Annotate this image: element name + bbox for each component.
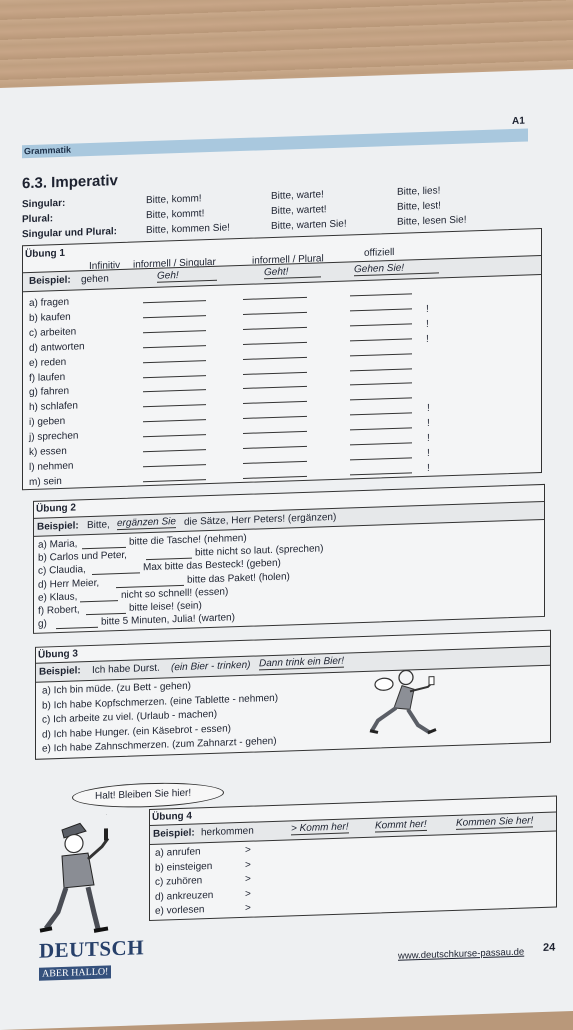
answer-blank[interactable] <box>143 449 206 452</box>
answer-arrow: > <box>245 888 251 900</box>
answer-blank[interactable] <box>143 404 206 407</box>
answer-blank[interactable] <box>143 464 206 467</box>
example-answer-1: > Komm her! <box>291 821 349 835</box>
forms-cell: Bitte, warte! <box>271 189 324 203</box>
answer-blank[interactable] <box>350 413 412 416</box>
answer-blank[interactable] <box>350 472 412 475</box>
sentence-end: bitte die Tasche! (nehmen) <box>129 532 247 548</box>
exclamation-mark: ! <box>426 303 429 315</box>
exercise-4-title: Übung 4 <box>152 810 192 823</box>
exclamation-mark: ! <box>427 417 430 429</box>
forms-cell: Bitte, lest! <box>397 200 441 213</box>
exercise-3-title: Übung 3 <box>38 648 78 661</box>
verb-item: m) sein <box>29 475 62 488</box>
verb-item: a) fragen <box>29 296 70 310</box>
verb-item: d) ankreuzen <box>155 889 214 903</box>
level-label: A1 <box>512 115 525 128</box>
example-post: die Sätze, Herr Peters! (ergänzen) <box>184 511 337 528</box>
verb-item: l) nehmen <box>29 460 74 473</box>
sentence-start: e) Klaus, <box>38 591 78 604</box>
answer-blank[interactable] <box>92 573 140 576</box>
verb-item: f) laufen <box>29 371 66 384</box>
answer-blank[interactable] <box>350 398 412 401</box>
logo-subtext: ABER HALLO! <box>39 965 111 980</box>
sentence-item: a) Ich bin müde. (zu Bett - gehen) <box>42 680 191 697</box>
forms-cell: Bitte, lies! <box>397 185 441 198</box>
answer-blank[interactable] <box>143 360 206 363</box>
example-label: Beispiel: <box>29 274 71 288</box>
exclamation-mark: ! <box>426 318 429 330</box>
example-answer-singular: Geh! <box>157 269 217 283</box>
verb-item: d) antworten <box>29 340 85 354</box>
verb-item: h) schlafen <box>29 400 78 414</box>
example-answer: Dann trink ein Bier! <box>259 655 345 670</box>
answer-blank[interactable] <box>143 315 206 318</box>
exercise-2-title: Übung 2 <box>36 502 76 515</box>
answer-blank[interactable] <box>243 327 307 330</box>
verb-item: b) kaufen <box>29 311 71 324</box>
example-answer-2: Kommt her! <box>375 818 427 832</box>
sentence-start: c) Claudia, <box>38 564 86 578</box>
answer-blank[interactable] <box>243 416 307 419</box>
answer-blank[interactable] <box>143 434 206 437</box>
example-answer-plural: Geht! <box>264 265 321 279</box>
answer-arrow: > <box>245 873 251 886</box>
answer-blank[interactable] <box>350 308 412 311</box>
answer-arrow: > <box>245 844 251 856</box>
page-number: 24 <box>543 941 556 954</box>
answer-arrow: > <box>245 859 251 871</box>
example-label: Beispiel: <box>37 520 79 533</box>
example-answer-offiziell: Gehen Sie! <box>354 261 439 276</box>
answer-blank[interactable] <box>146 558 192 561</box>
forms-cell: Bitte, lesen Sie! <box>397 214 467 228</box>
section-label: Grammatik <box>24 144 72 157</box>
answer-blank[interactable] <box>350 457 412 460</box>
answer-blank[interactable] <box>143 419 206 422</box>
publisher-logo <box>39 935 144 981</box>
forms-label-singular: Singular: <box>22 197 66 211</box>
exercise-1-box <box>22 228 542 490</box>
forms-cell: Bitte, kommen Sie! <box>146 222 230 237</box>
running-man-illustration <box>366 666 441 742</box>
example-answer-3: Kommen Sie her! <box>456 815 534 829</box>
verb-item: c) zuhören <box>155 875 203 889</box>
exercise-2-box <box>33 484 545 634</box>
example-label: Beispiel: <box>153 827 195 840</box>
exercise-4-example-row <box>150 812 556 845</box>
answer-blank[interactable] <box>243 386 307 389</box>
verb-item: g) fahren <box>29 386 70 399</box>
answer-blank[interactable] <box>82 547 126 549</box>
answer-blank[interactable] <box>56 627 98 629</box>
answer-blank[interactable] <box>243 371 307 374</box>
answer-blank[interactable] <box>243 461 307 464</box>
sentence-item: d) Ich habe Hunger. (ein Käsebrot - essen) <box>42 723 231 741</box>
verb-item: i) geben <box>29 416 66 429</box>
example-text: Ich habe Durst. <box>92 662 160 676</box>
sentence-end: bitte 5 Minuten, Julia! (warten) <box>101 612 235 628</box>
verb-item: e) reden <box>29 356 67 369</box>
example-hint: (ein Bier - trinken) <box>171 659 251 674</box>
answer-blank[interactable] <box>86 613 126 615</box>
sentence-start: g) <box>38 618 47 630</box>
col-infinitiv: Infinitiv <box>89 260 121 273</box>
answer-blank[interactable] <box>350 338 412 341</box>
answer-blank[interactable] <box>243 312 307 315</box>
answer-arrow: > <box>245 903 251 915</box>
exclamation-mark: ! <box>427 432 430 444</box>
exclamation-mark: ! <box>427 462 430 474</box>
sentence-start: f) Robert, <box>38 604 80 617</box>
speech-text: Halt! Bleiben Sie hier! <box>95 787 192 802</box>
col-plural: informell / Plural <box>252 253 324 267</box>
exercise-2-example-row <box>34 501 544 537</box>
answer-blank[interactable] <box>350 353 412 356</box>
sentence-start: d) Herr Meier, <box>38 577 100 591</box>
answer-blank[interactable] <box>143 345 206 348</box>
answer-blank[interactable] <box>243 342 307 345</box>
exercise-3-example-row <box>36 646 550 683</box>
forms-cell: Bitte, komm! <box>146 193 202 207</box>
exercise-3-box <box>35 630 551 760</box>
answer-blank[interactable] <box>243 356 307 359</box>
verb-item: k) essen <box>29 445 67 459</box>
answer-blank[interactable] <box>143 390 206 393</box>
answer-blank[interactable] <box>243 297 307 300</box>
answer-blank[interactable] <box>243 446 307 449</box>
sentence-item: e) Ich habe Zahnschmerzen. (zum Zahnarzt - gehen) <box>42 736 277 755</box>
verb-item: a) anrufen <box>155 846 201 859</box>
example-label: Beispiel: <box>39 665 81 678</box>
forms-cell: Bitte, wartet! <box>271 204 327 218</box>
exclamation-mark: ! <box>427 402 430 415</box>
worksheet-page <box>0 69 573 1030</box>
answer-blank[interactable] <box>350 293 412 296</box>
exercise-1-title: Übung 1 <box>25 247 65 261</box>
verb-item: j) sprechen <box>29 430 79 444</box>
website-link[interactable]: www.deutschkurse-passau.de <box>398 946 525 962</box>
forms-cell: Bitte, warten Sie! <box>271 218 347 233</box>
answer-blank[interactable] <box>350 323 412 326</box>
sentence-item: b) Ich habe Kopfschmerzen. (eine Tablette - nehmen) <box>42 692 279 712</box>
sentence-end: nicht so schnell! (essen) <box>121 586 229 601</box>
example-verb: herkommen <box>201 825 254 839</box>
answer-blank[interactable] <box>350 427 412 430</box>
answer-blank[interactable] <box>80 600 118 602</box>
answer-blank[interactable] <box>350 383 412 386</box>
forms-cell: Bitte, kommt! <box>146 208 205 222</box>
exercise-4-box <box>149 796 557 922</box>
forms-label-plural: Plural: <box>22 213 54 226</box>
sentence-end: bitte nicht so laut. (sprechen) <box>195 543 324 559</box>
answer-blank[interactable] <box>143 330 206 333</box>
section-bar <box>22 128 528 158</box>
answer-blank[interactable] <box>350 368 412 371</box>
col-singular: informell / Singular <box>133 256 216 271</box>
exclamation-mark: ! <box>426 333 429 345</box>
sentence-start: b) Carlos und Peter, <box>38 549 127 564</box>
col-offiziell: offiziell <box>364 246 395 259</box>
example-pre: Bitte, <box>87 519 110 532</box>
verb-item: b) einsteigen <box>155 860 213 874</box>
answer-blank[interactable] <box>243 401 307 404</box>
logo-text: DEUTSCH <box>39 935 145 963</box>
verb-item: c) arbeiten <box>29 326 77 339</box>
answer-blank[interactable] <box>143 300 206 303</box>
verb-item: e) vorlesen <box>155 904 205 918</box>
page-title: 6.3. Imperativ <box>22 172 118 193</box>
sentence-end: Max bitte das Besteck! (geben) <box>143 558 281 574</box>
forms-label-both: Singular und Plural: <box>22 226 118 241</box>
answer-blank[interactable] <box>350 442 412 445</box>
answer-blank[interactable] <box>143 479 206 482</box>
speech-bubble <box>72 781 224 810</box>
answer-blank[interactable] <box>143 375 206 378</box>
exclamation-mark: ! <box>427 447 430 459</box>
police-officer-illustration <box>36 813 146 937</box>
sentence-item: c) Ich arbeite zu viel. (Urlaub - machen) <box>42 708 218 726</box>
example-verb: gehen <box>81 273 109 286</box>
answer-blank[interactable] <box>243 476 307 479</box>
sentence-start: a) Maria, <box>38 538 78 551</box>
example-answer: ergänzen Sie <box>117 516 176 530</box>
sentence-end: bitte das Paket! (holen) <box>187 570 290 586</box>
answer-blank[interactable] <box>243 431 307 434</box>
sentence-end: bitte leise! (sein) <box>129 600 202 614</box>
